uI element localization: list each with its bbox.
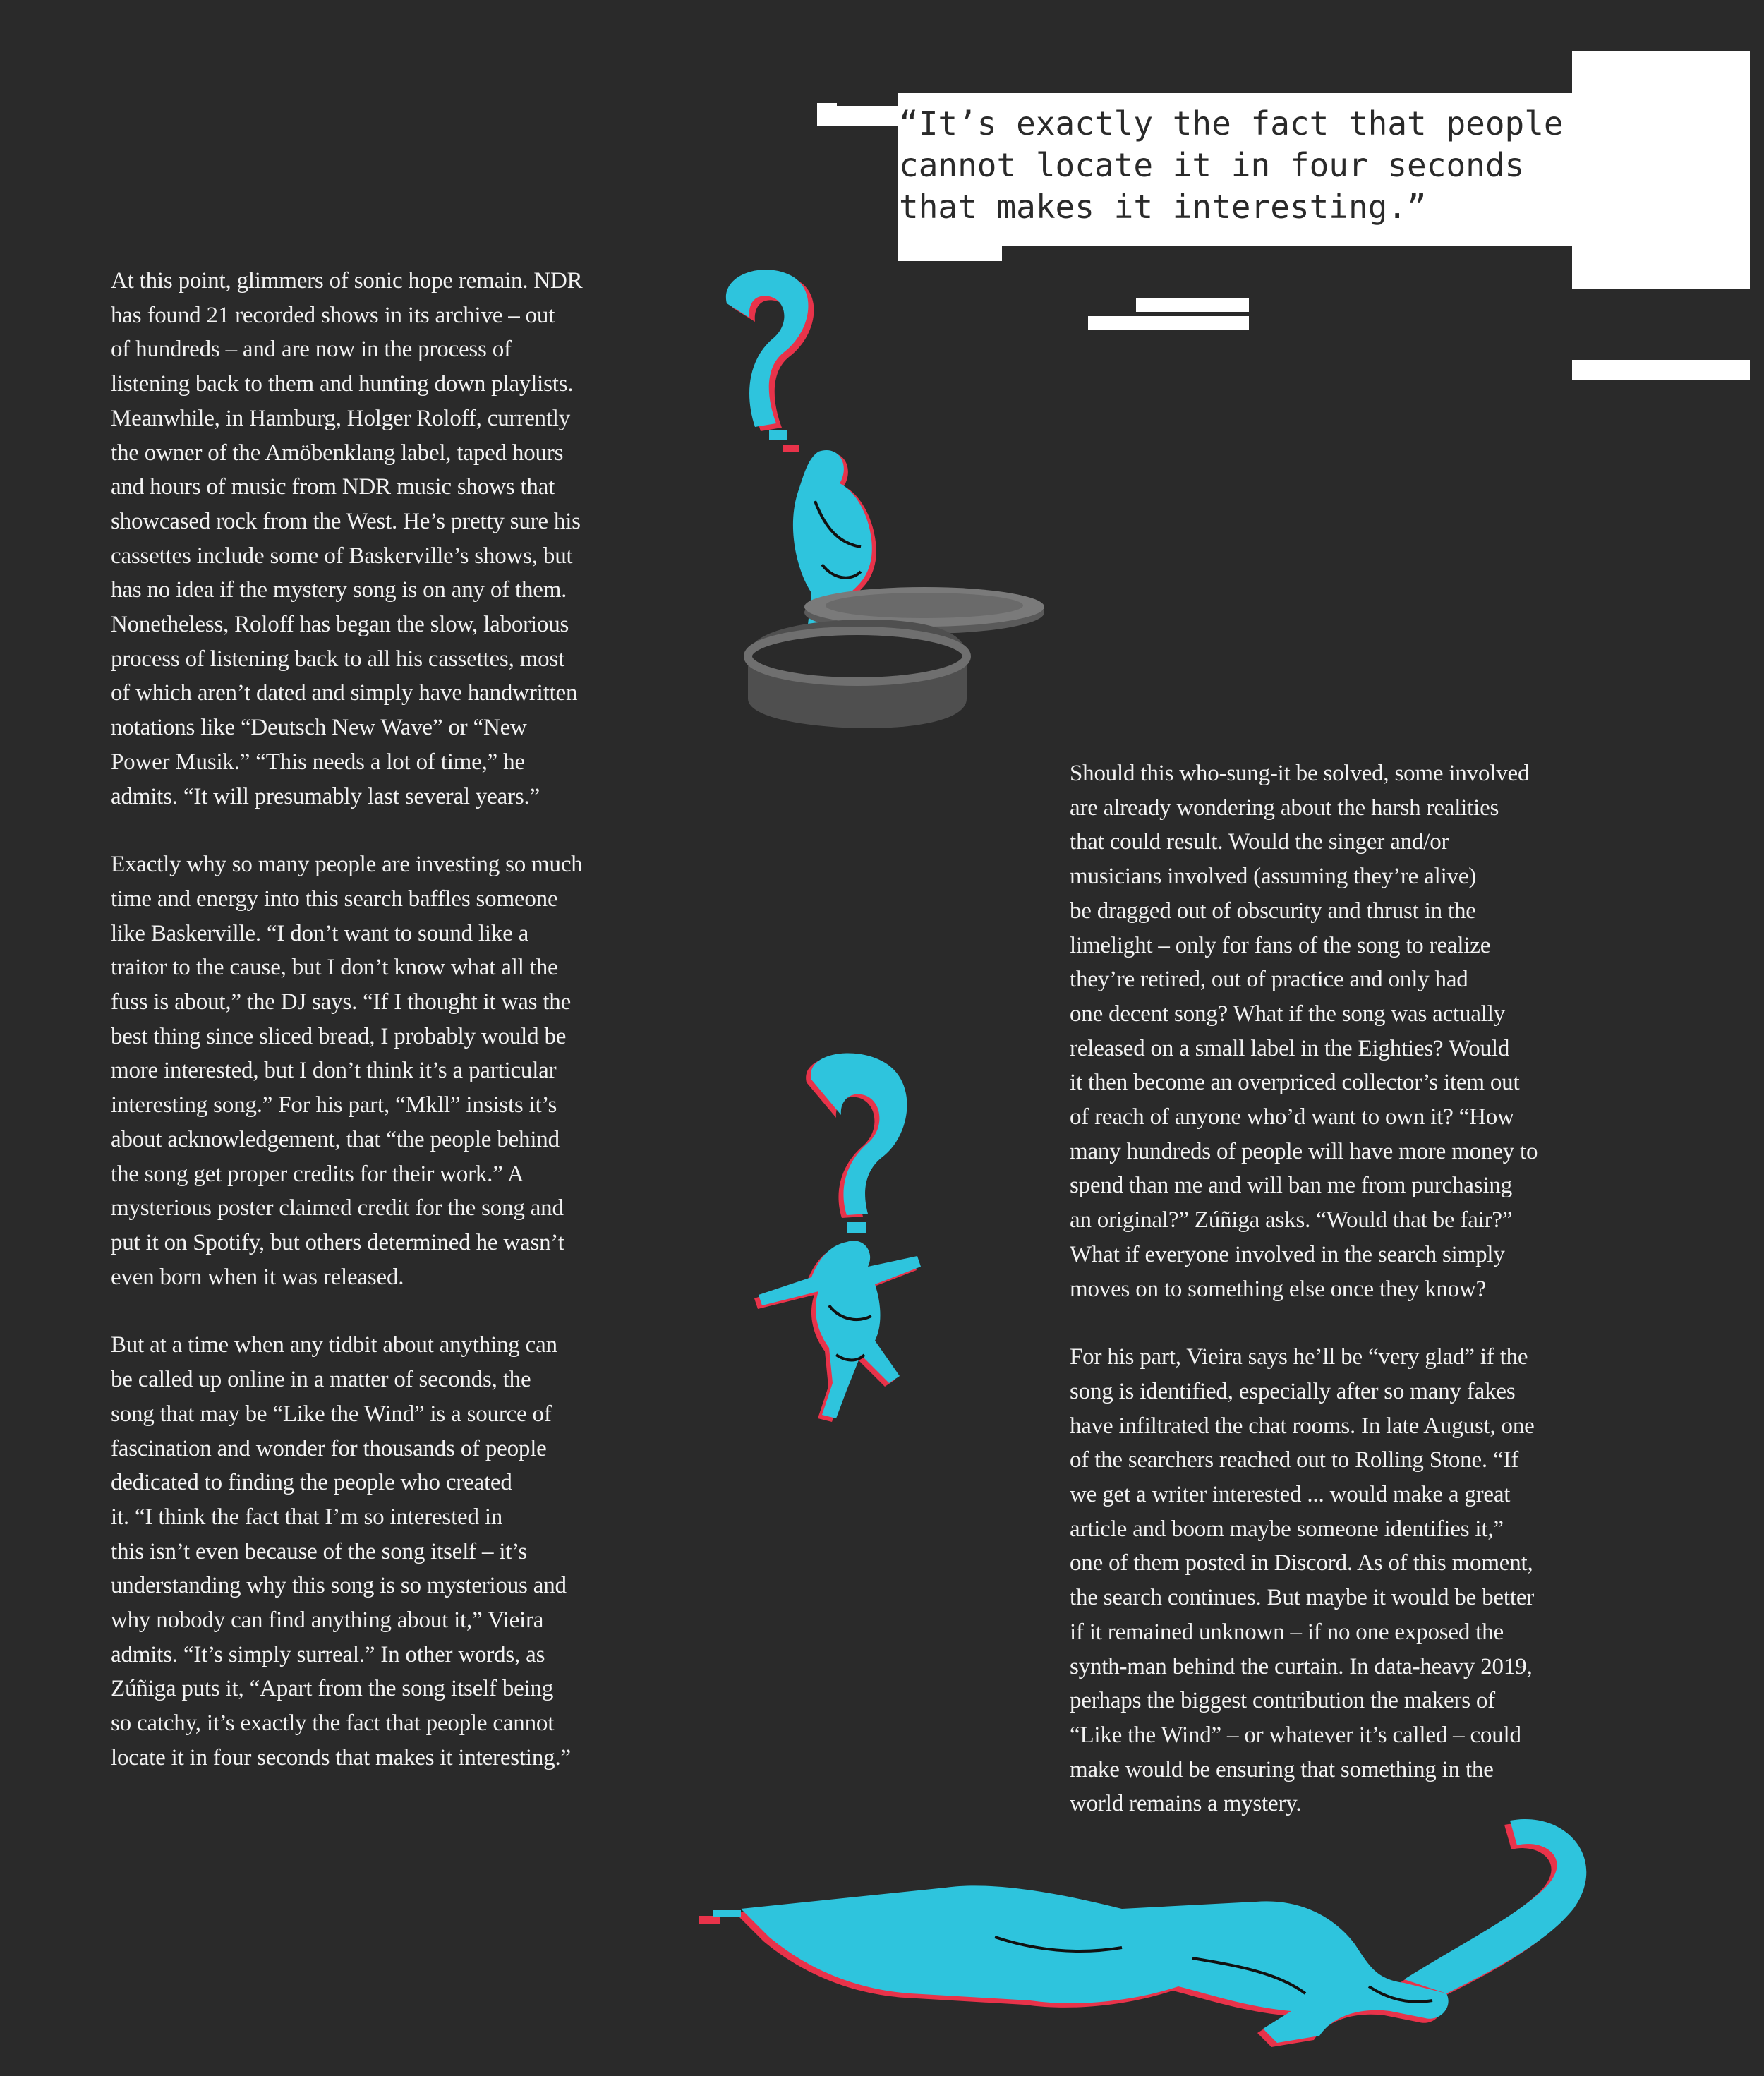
deco-bar — [1572, 51, 1750, 93]
paragraph: For his part, Vieira says he’ll be “very glad” if the song is identified, especially after so many fakes have infiltrated the chat rooms. In late August, one of the searchers reached out to Rolling Stone. “If we get a writer interested ... would make a great article and boom maybe someone identifies it,” one of them posted in Discord. As of this moment, the search continues. But maybe it would be better if it remained unknown – if no one exposed the synth-man behind the curtain. In data-heavy 2019, perhaps the biggest contribution the makers of “Like the Wind” – or whatever it’s called – could make would be ensuring that something in the world remains a mystery. — [1070, 1344, 1535, 1817]
deco-bar — [1136, 298, 1249, 312]
right-column — [1070, 756, 1677, 1855]
paragraph: At this point, glimmers of sonic hope remain. NDR has found 21 recorded shows in its archive – out of hundreds – and are now in the process of listening back to them and hunting down playlists. Meanwhile, in Hamburg, Holger Roloff, currently the owner of the Amöbenklang label, taped hours and hours of music from NDR music shows that showcased rock from the West. He’s pretty sure his cassettes include some of Baskerville’s shows, but has no idea if the mystery song is on any of them. Nonetheless, Roloff has began the slow, laborious process of listening back to all his cassettes, most of which aren’t dated and simply have handwritten notations like “Deutsch New Wave” or “New Power Musik.” “This needs a lot of time,” he admits. “It will presumably last several years.” — [111, 268, 583, 809]
deco-bar — [1572, 246, 1750, 289]
left-column — [111, 264, 711, 1809]
deco-bar — [898, 246, 1002, 261]
question-mark-running-figure-icon — [706, 1051, 988, 1447]
deco-square — [817, 103, 837, 121]
deco-bar — [1572, 360, 1750, 380]
paragraph: Should this who-sung-it be solved, some involved are already wondering about the harsh realities that could result. Would the singer and/or musicians involved (assuming they’re alive) be dragged out of obscurity and thrust in the limelight – only for fans of the song to realize they’re retired, out of practice and only had one decent song? What if the song was actually released on a small label in the Eighties? Would it then become an overpriced collector’s item out of reach of anyone who’d want to own it? “How many hundreds of people will have more money to spend than me and will ban me from purchasing an original?” Zúñiga asks. “Would that be fair?” What if everyone involved in the search simply moves on to something else once they know? — [1070, 761, 1538, 1302]
paragraph: Exactly why so many people are investing so much time and energy into this search baffles someone like Baskerville. “I don’t want to sound like a traitor to the cause, but I don’t know what all the fuss is about,” the DJ says. “If I thought it was the best thing since sliced bread, I probably would be more interested, but I don’t think it’s a particular interesting song.” For his part, “Mkll” insists it’s about acknowledgement, that “the people behind the song get proper credits for their work.” A mysterious poster claimed credit for the song and put it on Spotify, but others determined he wasn’t even born when it was released. — [111, 852, 583, 1290]
lying-figure-question-mark-icon — [699, 1831, 1651, 2057]
pull-quote: “It’s exactly the fact that people cannot locate it in four seconds that makes it interesting.” — [899, 104, 1564, 226]
deco-bar — [854, 109, 898, 121]
paragraph: But at a time when any tidbit about anything can be called up online in a matter of seconds, the song that may be “Like the Wind” is a source of fascination and wonder for thousands of people dedicated to finding the people who created it. “I think the fact that I’m so interested in this isn’t even because of the song itself – it’s understanding why this song is so mysterious and why nobody can find anything about it,” Vieira admits. “It’s simply surreal.” In other words, as Zúñiga puts it, “Apart from the song itself being so catchy, it’s exactly the fact that people cannot locate it in four seconds that makes it interesting.” — [111, 1332, 571, 1770]
question-mark-figure-manhole-icon — [699, 261, 1122, 734]
